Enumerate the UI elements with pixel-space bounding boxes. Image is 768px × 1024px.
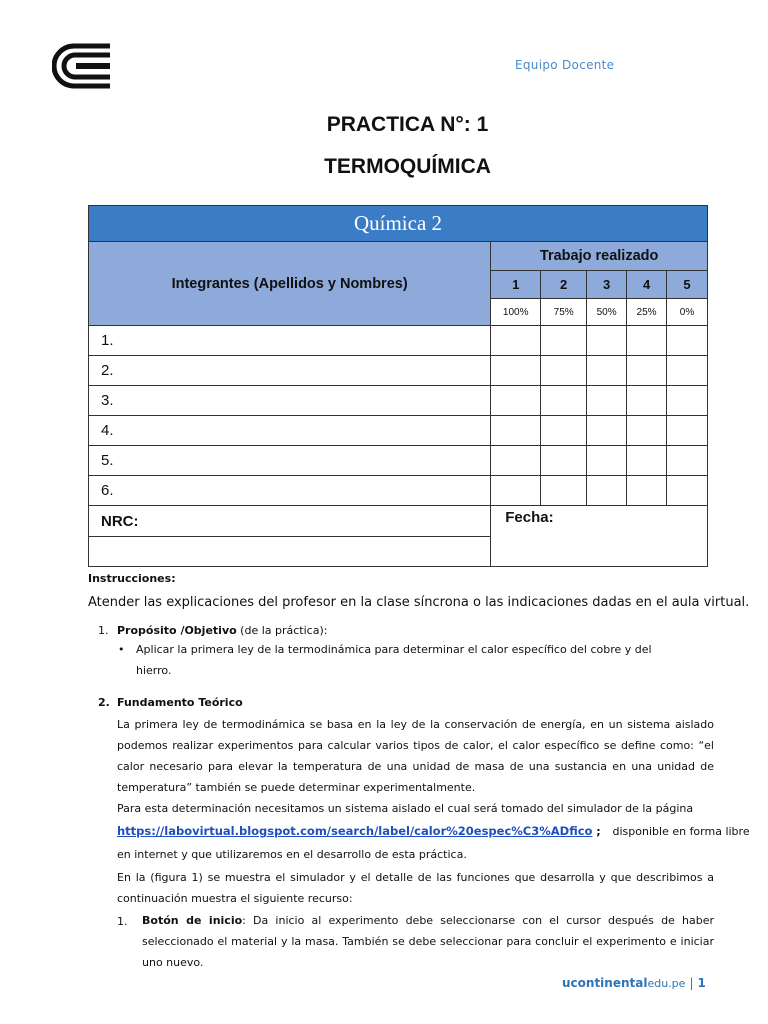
course-name: Química 2 <box>89 206 708 242</box>
footer-brand: ucontinental <box>562 976 648 990</box>
footer-domain: edu.pe <box>647 977 686 990</box>
university-logo <box>52 42 122 90</box>
score-cell[interactable] <box>667 416 708 446</box>
bullet-icon: • <box>118 643 125 656</box>
link-semicolon: ; <box>592 825 605 838</box>
members-table <box>88 205 708 567</box>
score-cell[interactable] <box>667 356 708 386</box>
scale-percent: 25% <box>627 299 667 326</box>
theory-paragraph-3: En la (figura 1) se muestra el simulador y el detalle de las funciones que desarrolla y que describimos a continuación muestra el siguiente recurso: <box>117 871 714 905</box>
score-cell[interactable] <box>491 416 541 446</box>
score-cell[interactable] <box>541 326 587 356</box>
score-cell[interactable] <box>541 356 587 386</box>
table-row <box>89 476 708 506</box>
scale-percent: 0% <box>667 299 708 326</box>
section-1-title <box>117 624 327 637</box>
header-team-label: Equipo Docente <box>515 58 615 72</box>
objective-text-line2: hierro. <box>136 664 172 677</box>
score-cell[interactable] <box>541 446 587 476</box>
members-header: Integrantes (Apellidos y Nombres) <box>89 242 491 326</box>
item-1-text <box>142 910 714 973</box>
member-row-label: 5. <box>89 446 491 476</box>
scale-number: 3 <box>587 271 627 299</box>
item-1-number: 1. <box>117 915 128 928</box>
score-cell[interactable] <box>541 386 587 416</box>
score-cell[interactable] <box>541 476 587 506</box>
simulator-link[interactable]: https://labovirtual.blogspot.com/search/label/calor%20espec%C3%ADfico <box>117 824 593 838</box>
score-cell[interactable] <box>627 326 667 356</box>
nrc-label: NRC: <box>89 506 491 537</box>
section-1-number: 1. <box>98 624 109 637</box>
footer <box>562 976 706 990</box>
scale-number: 4 <box>627 271 667 299</box>
section-1-title-rest: (de la práctica): <box>236 624 328 637</box>
section-1-title-bold: Propósito /Objetivo <box>117 624 237 637</box>
score-cell[interactable] <box>627 356 667 386</box>
instructions-text: Atender las explicaciones del profesor en la clase síncrona o las indicaciones dadas en el aula virtual. <box>88 595 750 610</box>
table-row <box>89 416 708 446</box>
score-cell[interactable] <box>541 416 587 446</box>
score-cell[interactable] <box>667 326 708 356</box>
theory-paragraph-2-end: en internet y que utilizaremos en el desarrollo de esta práctica. <box>117 848 467 861</box>
table-row <box>89 386 708 416</box>
practice-number-title: PRACTICA N°: 1 <box>326 113 489 136</box>
score-cell[interactable] <box>491 356 541 386</box>
score-cell[interactable] <box>627 386 667 416</box>
scale-percent: 50% <box>587 299 627 326</box>
member-row-label: 2. <box>89 356 491 386</box>
item-1-description: : Da inicio al experimento debe seleccionarse con el cursor después de haber seleccionado el material y la masa. También se debe seleccionar para concluir el experimento e iniciar uno nuevo. <box>142 914 714 969</box>
theory-paragraph-2-start: Para esta determinación necesitamos un sistema aislado el cual será tomado del simulador de la página <box>117 802 694 815</box>
score-cell[interactable] <box>587 386 627 416</box>
scale-number: 2 <box>541 271 587 299</box>
objective-text-line1: Aplicar la primera ley de la termodinámica para determinar el calor específico del cobre y del <box>136 643 652 656</box>
score-cell[interactable] <box>667 386 708 416</box>
table-row <box>89 326 708 356</box>
footer-separator: | <box>689 976 694 990</box>
score-cell[interactable] <box>587 326 627 356</box>
score-cell[interactable] <box>491 386 541 416</box>
score-cell[interactable] <box>627 446 667 476</box>
score-cell[interactable] <box>491 476 541 506</box>
score-cell[interactable] <box>627 476 667 506</box>
work-done-header: Trabajo realizado <box>491 242 708 271</box>
scale-percent: 100% <box>491 299 541 326</box>
score-cell[interactable] <box>587 476 627 506</box>
score-cell[interactable] <box>587 446 627 476</box>
scale-number: 1 <box>491 271 541 299</box>
member-row-label: 3. <box>89 386 491 416</box>
nrc-value-cell[interactable] <box>89 537 491 567</box>
scale-percent: 75% <box>541 299 587 326</box>
item-1-bold: Botón de inicio <box>142 914 243 927</box>
score-cell[interactable] <box>667 446 708 476</box>
score-cell[interactable] <box>587 416 627 446</box>
date-label: Fecha: <box>491 506 708 567</box>
theory-paragraph-2-mid: disponible en forma libre <box>612 825 750 838</box>
theory-paragraph-1: La primera ley de termodinámica se basa en la ley de la conservación de energía, en un sistema aislado podemos realizar experimentos para calcular varios tipos de calor, el calor específico se define como: “el calor necesario para elevar la temperatura de una unidad de masa de una sustancia en una unidad de temperatura” también se puede determinar experimentalmente. <box>117 718 714 794</box>
scale-number: 5 <box>667 271 708 299</box>
table-row <box>89 446 708 476</box>
instructions-heading: Instrucciones: <box>88 572 176 585</box>
score-cell[interactable] <box>627 416 667 446</box>
score-cell[interactable] <box>491 446 541 476</box>
theory-paragraph-2-link-line <box>117 821 750 842</box>
score-cell[interactable] <box>667 476 708 506</box>
table-row <box>89 356 708 386</box>
member-row-label: 6. <box>89 476 491 506</box>
member-row-label: 4. <box>89 416 491 446</box>
section-2-title: Fundamento Teórico <box>117 696 243 709</box>
member-row-label: 1. <box>89 326 491 356</box>
score-cell[interactable] <box>587 356 627 386</box>
page-number: 1 <box>697 976 706 990</box>
score-cell[interactable] <box>491 326 541 356</box>
topic-title: TERMOQUÍMICA <box>324 155 491 178</box>
section-2-number: 2. <box>98 696 110 709</box>
